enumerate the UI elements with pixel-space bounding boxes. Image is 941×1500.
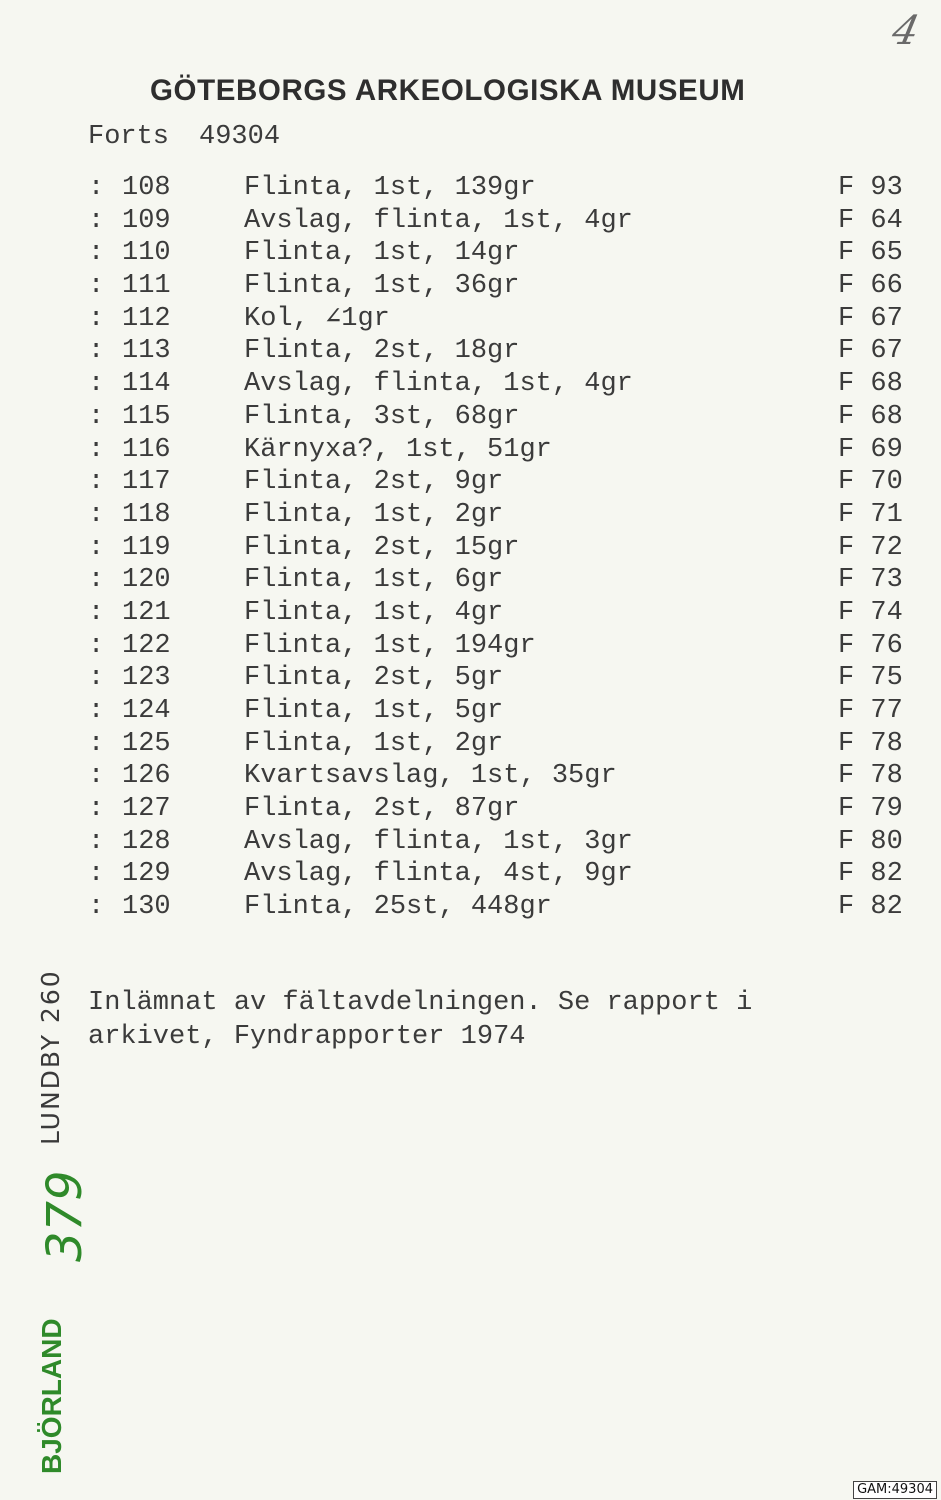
find-description: Kol, ∠1gr xyxy=(244,303,390,334)
find-list xyxy=(0,172,941,924)
row-colon: : xyxy=(88,794,105,825)
find-id: 116 xyxy=(122,434,171,465)
find-f-number: F 73 xyxy=(838,565,903,596)
find-f-number: F 65 xyxy=(838,238,903,269)
find-description: Flinta, 25st, 448gr xyxy=(244,892,552,923)
find-id: 109 xyxy=(122,205,171,236)
list-item xyxy=(0,499,941,532)
find-id: 113 xyxy=(122,336,171,367)
list-item xyxy=(0,401,941,434)
row-colon: : xyxy=(88,565,105,596)
list-item xyxy=(0,793,941,826)
find-description: Avslag, flinta, 1st, 3gr xyxy=(244,826,633,857)
forts-number: 49304 xyxy=(199,122,281,152)
find-id: 124 xyxy=(122,696,171,726)
find-id: 126 xyxy=(122,761,171,792)
row-colon: : xyxy=(88,271,105,302)
find-id: 117 xyxy=(122,467,171,498)
row-colon: : xyxy=(88,401,105,432)
list-item xyxy=(0,597,941,630)
list-item xyxy=(0,728,941,761)
find-f-number: F 75 xyxy=(838,663,903,694)
row-colon: : xyxy=(88,303,105,334)
row-colon: : xyxy=(88,597,105,628)
find-f-number: F 79 xyxy=(838,794,903,825)
list-item xyxy=(0,368,941,401)
find-description: Flinta, 1st, 6gr xyxy=(244,565,504,596)
find-description: Avslag, flinta, 4st, 9gr xyxy=(244,859,633,890)
find-f-number: F 74 xyxy=(838,597,903,628)
find-id: 120 xyxy=(122,565,171,596)
row-colon: : xyxy=(88,369,105,400)
find-description: Flinta, 1st, 2gr xyxy=(244,728,504,759)
row-colon: : xyxy=(88,336,105,367)
find-id: 108 xyxy=(122,173,171,203)
find-description: Flinta, 2st, 15gr xyxy=(244,532,520,563)
find-f-number: F 64 xyxy=(838,205,903,236)
find-f-number: F 82 xyxy=(838,892,903,923)
find-f-number: F 68 xyxy=(838,401,903,432)
row-colon: : xyxy=(88,467,105,498)
find-description: Flinta, 1st, 4gr xyxy=(244,597,504,628)
find-f-number: F 76 xyxy=(838,630,903,661)
find-f-number: F 78 xyxy=(838,761,903,792)
find-description: Kärnyxa?, 1st, 51gr xyxy=(244,434,552,465)
corner-page-mark: 4 xyxy=(888,8,924,54)
find-id: 114 xyxy=(122,369,171,400)
margin-number-label: 379 xyxy=(37,1170,93,1262)
find-f-number: F 67 xyxy=(838,303,903,334)
find-description: Flinta, 1st, 2gr xyxy=(244,499,504,530)
archive-id-label: GAM:49304 xyxy=(853,1481,937,1499)
list-item xyxy=(0,760,941,793)
find-description: Flinta, 2st, 18gr xyxy=(244,336,520,367)
row-colon: : xyxy=(88,696,105,726)
find-f-number: F 70 xyxy=(838,467,903,498)
find-f-number: F 68 xyxy=(838,369,903,400)
find-description: Kvartsavslag, 1st, 35gr xyxy=(244,761,617,792)
list-item xyxy=(0,564,941,597)
find-id: 127 xyxy=(122,794,171,825)
find-description: Avslag, flinta, 1st, 4gr xyxy=(244,369,633,400)
list-item xyxy=(0,826,941,859)
list-item xyxy=(0,891,941,924)
find-id: 118 xyxy=(122,499,171,530)
find-description: Flinta, 2st, 9gr xyxy=(244,467,504,498)
find-description: Flinta, 2st, 5gr xyxy=(244,663,504,694)
find-f-number: F 80 xyxy=(838,826,903,857)
list-item xyxy=(0,270,941,303)
find-id: 111 xyxy=(122,271,171,302)
find-id: 123 xyxy=(122,663,171,694)
forts-line xyxy=(88,122,280,152)
find-f-number: F 71 xyxy=(838,499,903,530)
list-item xyxy=(0,172,941,205)
find-f-number: F 67 xyxy=(838,336,903,367)
list-item xyxy=(0,532,941,565)
list-item xyxy=(0,662,941,695)
row-colon: : xyxy=(88,499,105,530)
row-colon: : xyxy=(88,434,105,465)
list-item xyxy=(0,303,941,336)
list-item xyxy=(0,237,941,270)
find-f-number: F 78 xyxy=(838,728,903,759)
find-description: Flinta, 1st, 5gr xyxy=(244,696,504,726)
find-description: Avslag, flinta, 1st, 4gr xyxy=(244,205,633,236)
find-description: Flinta, 2st, 87gr xyxy=(244,794,520,825)
find-id: 121 xyxy=(122,597,171,628)
list-item xyxy=(0,630,941,663)
find-id: 110 xyxy=(122,238,171,269)
find-id: 128 xyxy=(122,826,171,857)
find-f-number: F 72 xyxy=(838,532,903,563)
find-f-number: F 93 xyxy=(838,173,903,203)
row-colon: : xyxy=(88,532,105,563)
find-id: 130 xyxy=(122,892,171,923)
find-description: Flinta, 1st, 194gr xyxy=(244,630,536,661)
find-description: Flinta, 1st, 36gr xyxy=(244,271,520,302)
find-description: Flinta, 1st, 139gr xyxy=(244,173,536,203)
list-item xyxy=(0,335,941,368)
row-colon: : xyxy=(88,173,105,203)
find-id: 129 xyxy=(122,859,171,890)
find-description: Flinta, 1st, 14gr xyxy=(244,238,520,269)
find-id: 115 xyxy=(122,401,171,432)
find-f-number: F 66 xyxy=(838,271,903,302)
forts-label: Forts xyxy=(88,122,170,152)
find-id: 119 xyxy=(122,532,171,563)
margin-bjorland-label: BJÖRLAND xyxy=(36,1318,67,1474)
row-colon: : xyxy=(88,859,105,890)
row-colon: : xyxy=(88,238,105,269)
note-line: Inlämnat av fältavdelningen. Se rapport i xyxy=(88,988,753,1018)
row-colon: : xyxy=(88,630,105,661)
list-item xyxy=(0,858,941,891)
row-colon: : xyxy=(88,728,105,759)
row-colon: : xyxy=(88,205,105,236)
list-item xyxy=(0,434,941,467)
submission-note xyxy=(88,986,752,1054)
museum-header: GÖTEBORGS ARKEOLOGISKA MUSEUM xyxy=(150,74,746,107)
margin-lundby-label: LUNDBY 260 xyxy=(36,969,65,1145)
find-description: Flinta, 3st, 68gr xyxy=(244,401,520,432)
note-line: arkivet, Fyndrapporter 1974 xyxy=(88,1022,526,1052)
find-f-number: F 77 xyxy=(838,696,903,726)
list-item xyxy=(0,466,941,499)
find-f-number: F 69 xyxy=(838,434,903,465)
find-id: 125 xyxy=(122,728,171,759)
list-item xyxy=(0,205,941,238)
find-id: 122 xyxy=(122,630,171,661)
row-colon: : xyxy=(88,761,105,792)
row-colon: : xyxy=(88,663,105,694)
find-f-number: F 82 xyxy=(838,859,903,890)
row-colon: : xyxy=(88,826,105,857)
list-item xyxy=(0,695,941,728)
row-colon: : xyxy=(88,892,105,923)
find-id: 112 xyxy=(122,303,171,334)
